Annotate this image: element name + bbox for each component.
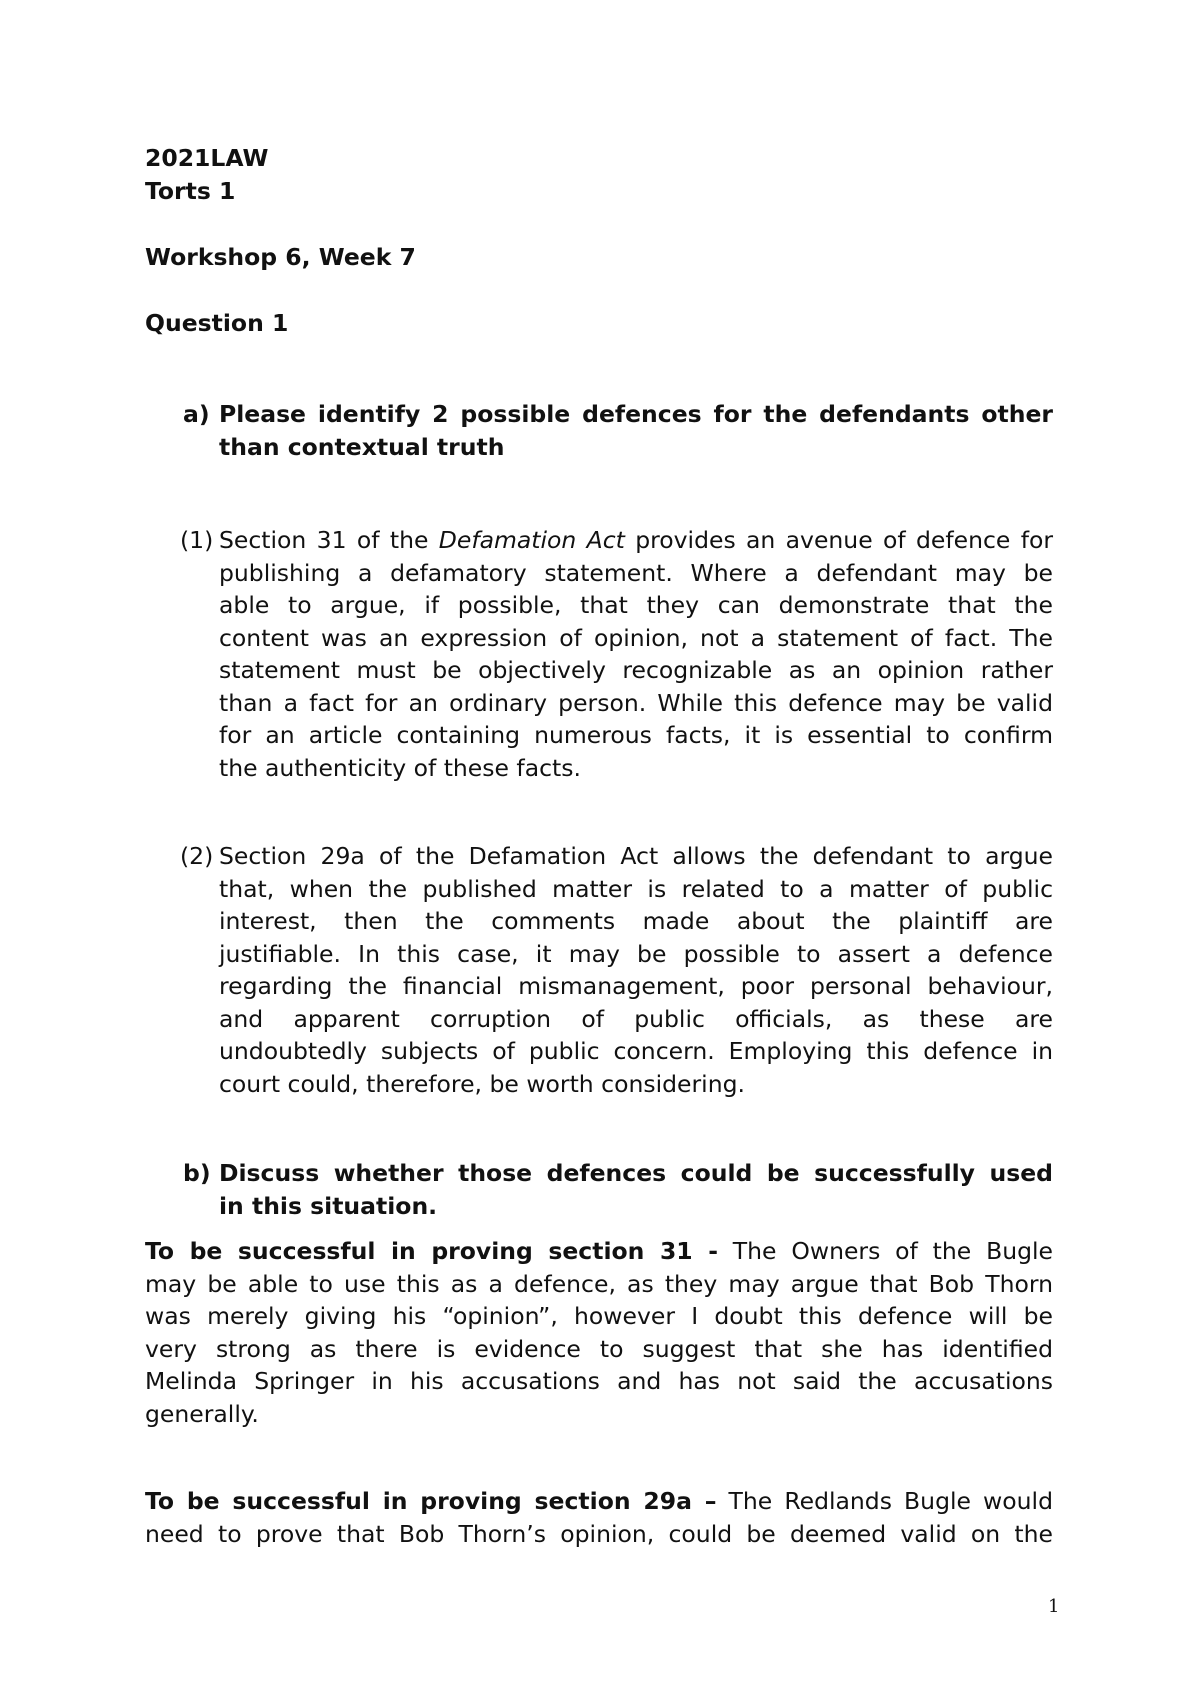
page-number: 1 xyxy=(1048,1596,1060,1617)
item-2-line: justifiable. In this case, it may be possible to assert a defence xyxy=(219,939,1053,968)
item-1-line: publishing a defamatory statement. Where a defendant may be xyxy=(219,558,1053,587)
act-name-italic: Defamation Act xyxy=(438,526,625,554)
item-2-line: Section 29a of the Defamation Act allows the defendant to argue xyxy=(219,842,1053,870)
part-a-heading-line: Please identify 2 possible defences for the defendants other xyxy=(219,400,1053,428)
item-1-line: statement must be objectively recognizable as an opinion rather xyxy=(219,656,1053,684)
part-b-para-1-line: was merely giving his “opinion”, however I doubt this defence will be xyxy=(145,1302,1053,1330)
part-b-para-1-line: generally. xyxy=(145,1399,259,1428)
course-code: 2021LAW xyxy=(145,144,269,172)
part-b-marker: b) xyxy=(183,1159,211,1187)
part-b-heading-line: in this situation. xyxy=(219,1191,438,1220)
part-b-paragraph-1 xyxy=(145,1235,1053,1430)
section-31-lead: To be successful in proving section 31 - xyxy=(145,1237,718,1265)
item-2-line: interest, then the comments made about the plaintiff are xyxy=(219,907,1053,935)
item-2-line: and apparent corruption of public officials, as these are xyxy=(219,1004,1053,1033)
item-1-line: than a fact for an ordinary person. While this defence may be valid xyxy=(219,688,1053,717)
item-2-line: regarding the financial mismanagement, poor personal behaviour, xyxy=(219,972,1053,1000)
part-b-para-1-line: may be able to use this as a defence, as they may argue that Bob Thorn xyxy=(145,1269,1053,1298)
part-a-marker: a) xyxy=(183,400,210,428)
item-1-line: for an article containing numerous facts, it is essential to confirm xyxy=(219,721,1053,749)
item-1-marker: (1) xyxy=(180,526,214,554)
part-b-paragraph-2 xyxy=(145,1485,1053,1550)
para-2-first-rest: The Redlands Bugle would xyxy=(716,1487,1053,1515)
item-1-line xyxy=(219,524,1053,557)
item-1-line: the authenticity of these facts. xyxy=(219,753,581,782)
para-1-first-rest: The Owners of the Bugle xyxy=(717,1237,1053,1265)
item-2-paragraph xyxy=(219,840,1053,1100)
item-2-line: undoubtedly subjects of public concern. Employing this defence in xyxy=(219,1037,1053,1065)
item-2-line: that, when the published matter is related to a matter of public xyxy=(219,874,1053,903)
part-a-heading xyxy=(219,398,1053,463)
item-1-line: content was an expression of opinion, not a statement of fact. The xyxy=(219,623,1053,652)
part-b-para-1-line xyxy=(145,1235,1053,1268)
item-1-paragraph xyxy=(219,524,1053,784)
part-b-para-1-line: very strong as there is evidence to suggest that she has identified xyxy=(145,1334,1053,1363)
section-29a-lead: To be successful in proving section 29a – xyxy=(145,1487,717,1515)
item-2-line: court could, therefore, be worth considering. xyxy=(219,1069,745,1098)
part-b-para-2-line xyxy=(145,1485,1053,1518)
part-a-heading-line: than contextual truth xyxy=(219,432,505,461)
part-b-heading-line: Discuss whether those defences could be successfully used xyxy=(219,1159,1053,1187)
item-1-line-post: provides an avenue of defence for xyxy=(624,526,1054,554)
workshop-heading: Workshop 6, Week 7 xyxy=(145,243,416,271)
part-b-para-1-line: Melinda Springer in his accusations and has not said the accusations xyxy=(145,1367,1053,1395)
item-2-marker: (2) xyxy=(180,842,214,870)
part-b-heading xyxy=(219,1157,1053,1222)
course-name: Torts 1 xyxy=(145,177,236,205)
part-b-para-2-line: need to prove that Bob Thorn’s opinion, could be deemed valid on the xyxy=(145,1519,1053,1548)
item-1-line: able to argue, if possible, that they can demonstrate that the xyxy=(219,591,1053,619)
question-heading: Question 1 xyxy=(145,309,289,337)
item-1-line-pre: Section 31 of the xyxy=(219,526,439,554)
